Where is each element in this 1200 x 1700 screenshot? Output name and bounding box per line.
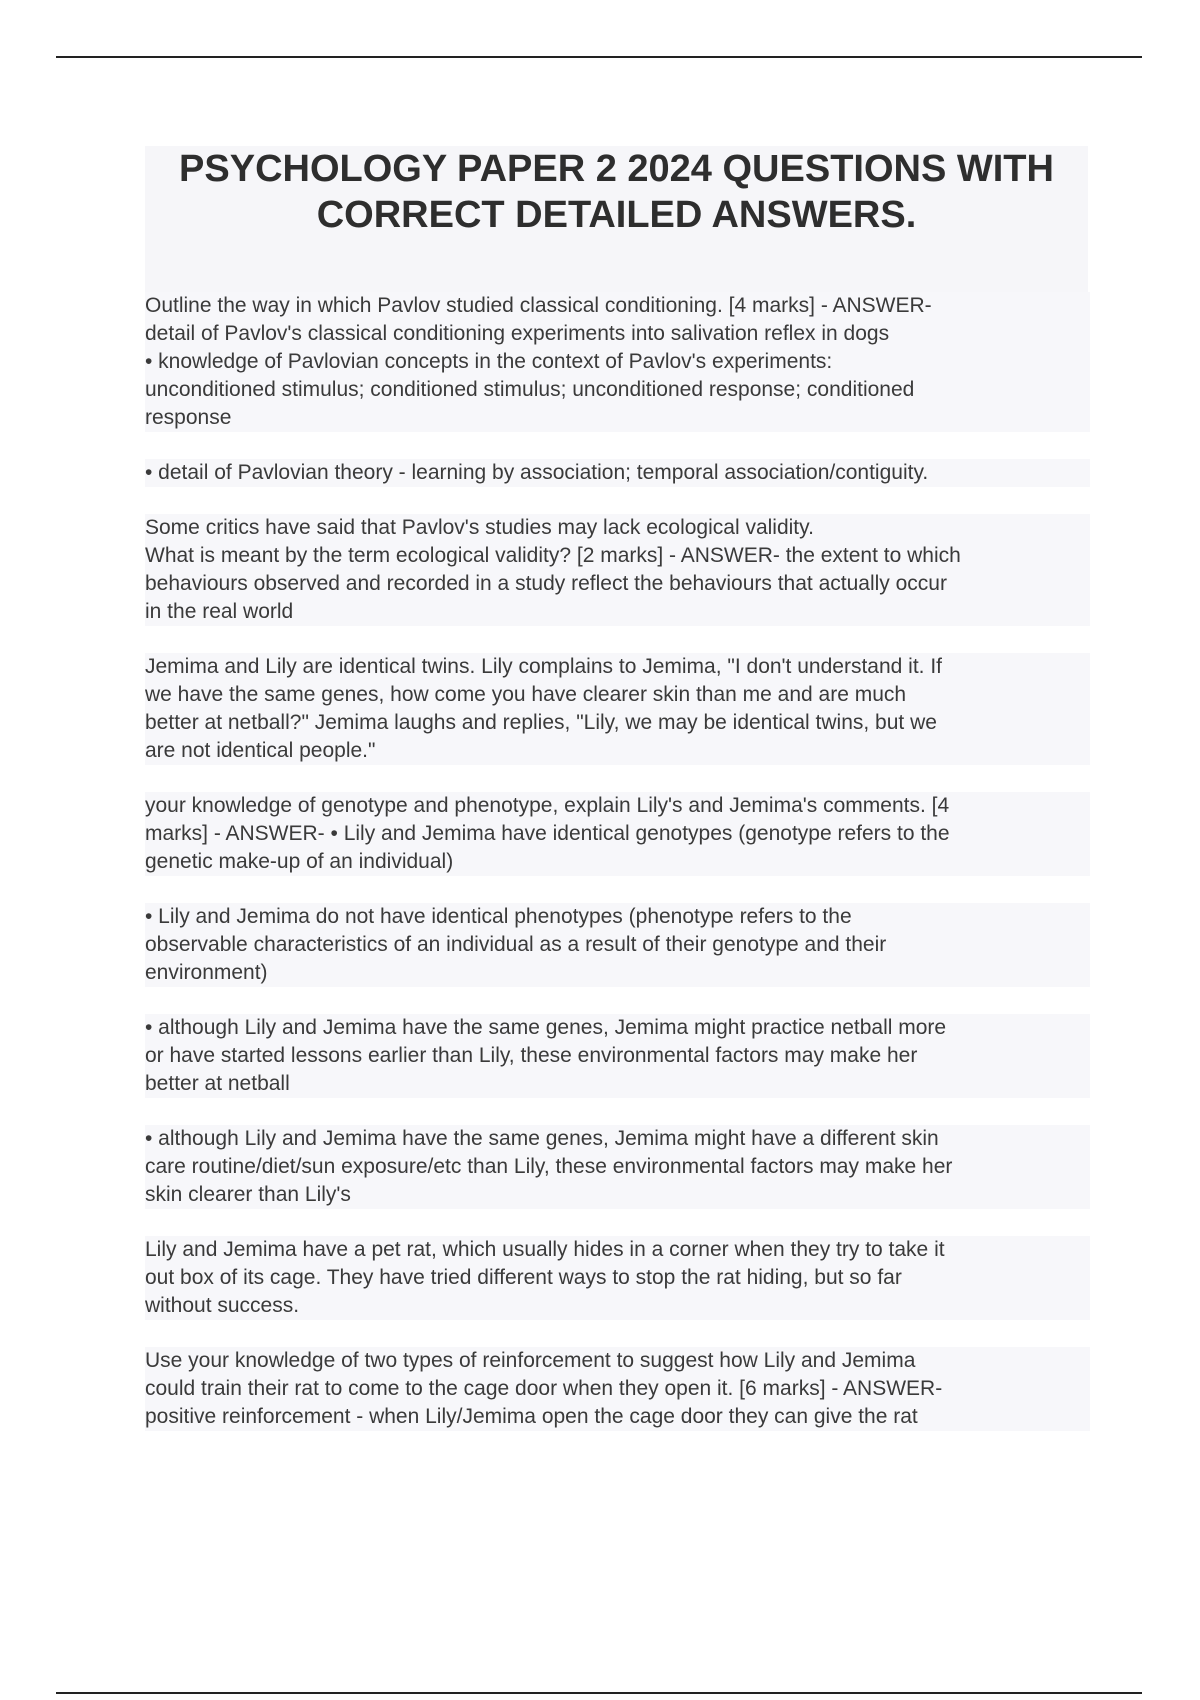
- paragraph-line: • detail of Pavlovian theory - learning by association; temporal association/contiguity.: [145, 461, 929, 484]
- paragraph: [145, 514, 1090, 626]
- document-title: [145, 146, 1088, 238]
- paragraph-line: unconditioned stimulus; conditioned stimulus; unconditioned response; conditioned: [145, 378, 915, 401]
- paragraph-line: out box of its cage. They have tried different ways to stop the rat hiding, but so far: [145, 1266, 902, 1289]
- paragraph: [145, 1347, 1090, 1431]
- document-body: [145, 292, 1090, 1458]
- paragraph-line: Some critics have said that Pavlov's studies may lack ecological validity.: [145, 516, 814, 539]
- paragraph-line: are not identical people.": [145, 739, 376, 762]
- paragraph: [145, 459, 1090, 487]
- paragraph: [145, 903, 1090, 987]
- paragraph-line: Jemima and Lily are identical twins. Lily complains to Jemima, "I don't understand it. If: [145, 655, 942, 678]
- title-block: [145, 146, 1088, 294]
- paragraph-line: Outline the way in which Pavlov studied classical conditioning. [4 marks] - ANSWER-: [145, 294, 932, 317]
- paragraph-line: • knowledge of Pavlovian concepts in the context of Pavlov's experiments:: [145, 350, 833, 373]
- paragraph: [145, 1236, 1090, 1320]
- paragraph-line: skin clearer than Lily's: [145, 1183, 351, 1206]
- paragraph-line: • although Lily and Jemima have the same genes, Jemima might have a different skin: [145, 1127, 939, 1150]
- paragraph: [145, 1125, 1090, 1209]
- paragraph: [145, 1014, 1090, 1098]
- paragraph-line: without success.: [145, 1294, 300, 1317]
- paragraph-line: in the real world: [145, 600, 294, 623]
- paragraph-line: • although Lily and Jemima have the same genes, Jemima might practice netball more: [145, 1016, 947, 1039]
- paragraph-line: we have the same genes, how come you have clearer skin than me and are much: [145, 683, 907, 706]
- paragraph-line: detail of Pavlov's classical conditioning experiments into salivation reflex in dogs: [145, 322, 890, 345]
- paragraph-line: • Lily and Jemima do not have identical phenotypes (phenotype refers to the: [145, 905, 852, 928]
- paragraph-line: could train their rat to come to the cage door when they open it. [6 marks] - ANSWER-: [145, 1377, 943, 1400]
- paragraph-line: genetic make-up of an individual): [145, 850, 454, 873]
- title-line: PSYCHOLOGY PAPER 2 2024 QUESTIONS WITH: [179, 148, 1054, 190]
- paragraph: [145, 292, 1090, 432]
- paragraph-line: What is meant by the term ecological validity? [2 marks] - ANSWER- the extent to which: [145, 544, 961, 567]
- paragraph-line: better at netball: [145, 1072, 290, 1095]
- title-line: CORRECT DETAILED ANSWERS.: [316, 194, 917, 236]
- paragraph-line: response: [145, 406, 232, 429]
- paragraph-line: environment): [145, 961, 268, 984]
- bottom-rule: [56, 1692, 1142, 1694]
- top-rule: [56, 56, 1142, 58]
- paragraph-line: marks] - ANSWER- • Lily and Jemima have identical genotypes (genotype refers to the: [145, 822, 950, 845]
- paragraph: [145, 792, 1090, 876]
- paragraph-line: behaviours observed and recorded in a study reflect the behaviours that actually occur: [145, 572, 947, 595]
- paragraph-line: your knowledge of genotype and phenotype, explain Lily's and Jemima's comments. [4: [145, 794, 950, 817]
- paragraph-line: care routine/diet/sun exposure/etc than Lily, these environmental factors may make her: [145, 1155, 953, 1178]
- paragraph-line: Use your knowledge of two types of reinforcement to suggest how Lily and Jemima: [145, 1349, 916, 1372]
- paragraph: [145, 653, 1090, 765]
- paragraph-line: positive reinforcement - when Lily/Jemima open the cage door they can give the rat: [145, 1405, 918, 1428]
- paragraph-line: or have started lessons earlier than Lily, these environmental factors may make her: [145, 1044, 918, 1067]
- paragraph-line: Lily and Jemima have a pet rat, which usually hides in a corner when they try to take it: [145, 1238, 945, 1261]
- paragraph-line: observable characteristics of an individual as a result of their genotype and their: [145, 933, 887, 956]
- paragraph-line: better at netball?" Jemima laughs and replies, "Lily, we may be identical twins, but we: [145, 711, 937, 734]
